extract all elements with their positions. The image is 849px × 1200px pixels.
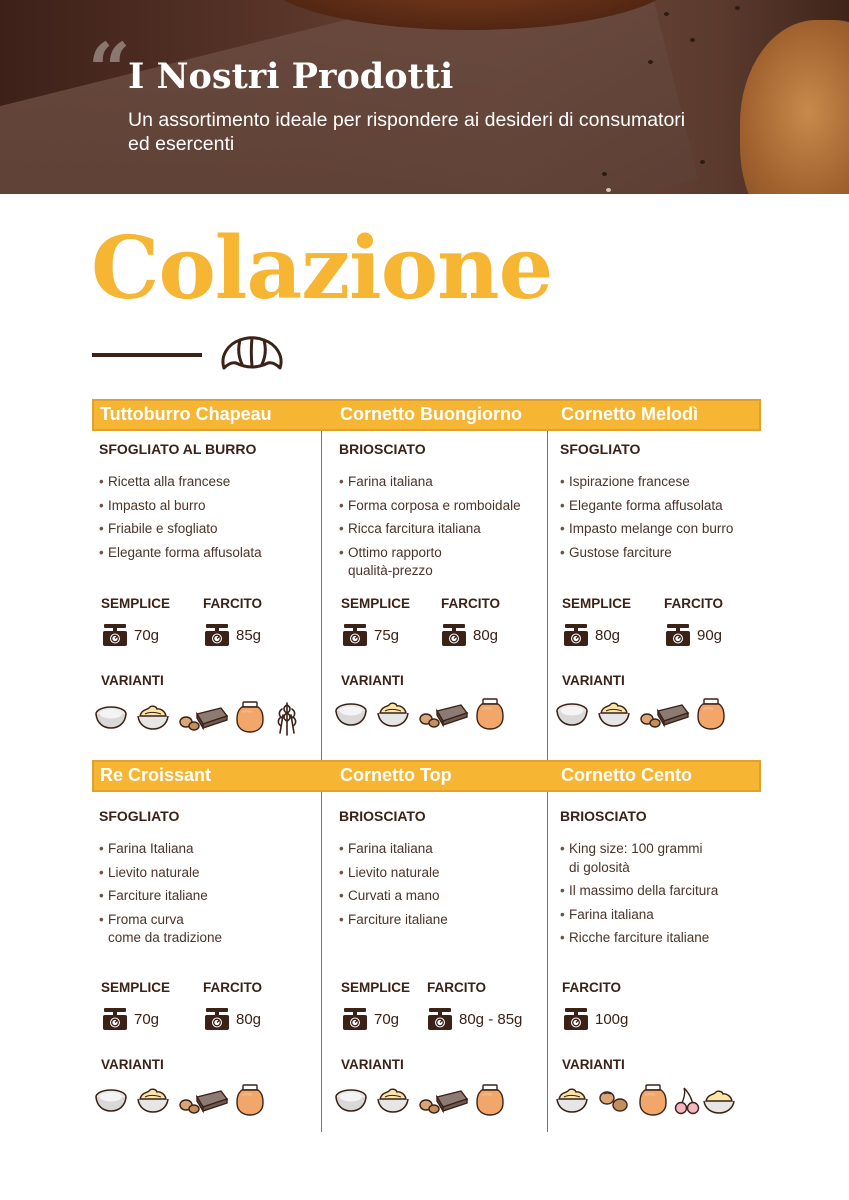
product-details bbox=[560, 441, 780, 567]
feature-item: • Ottimo rapporto bbox=[339, 544, 559, 562]
product-name: Re Croissant bbox=[100, 765, 212, 785]
apricot-jar-icon bbox=[235, 1083, 265, 1117]
feature-list bbox=[560, 473, 780, 562]
product-name: Tuttoburro Chapeau bbox=[100, 404, 272, 424]
filled-weight-label: FARCITO bbox=[203, 980, 263, 995]
feature-item: come da tradizione bbox=[108, 930, 223, 945]
variant-icons bbox=[93, 697, 303, 737]
filled-weight-value: 80g bbox=[236, 1010, 262, 1028]
plain-weight bbox=[101, 622, 159, 648]
filled-weight bbox=[426, 1006, 522, 1032]
scale-icon bbox=[341, 622, 369, 648]
feature-item: • Elegante forma affusolata bbox=[99, 544, 319, 562]
feature-item: • Lievito naturale bbox=[339, 864, 559, 882]
variants-label: VARIANTI bbox=[101, 1057, 164, 1072]
product-details bbox=[339, 808, 559, 934]
feature-item: • Impasto melange con burro bbox=[560, 520, 780, 538]
croissant-icon bbox=[218, 330, 286, 378]
plain-weight-label: SEMPLICE bbox=[562, 596, 632, 611]
filled-weight-label: FARCITO bbox=[203, 596, 263, 611]
feature-item: • Lievito naturale bbox=[99, 864, 319, 882]
column-divider bbox=[321, 792, 322, 1132]
apricot-jar-icon bbox=[638, 1083, 668, 1117]
plain-weight-value: 70g bbox=[134, 626, 160, 644]
scale-icon bbox=[101, 1006, 129, 1032]
product-details bbox=[99, 808, 319, 953]
banner-bread-loaf-image bbox=[740, 20, 849, 194]
variants-label: VARIANTI bbox=[101, 673, 164, 688]
crumb bbox=[690, 38, 695, 42]
cream-bowl-icon bbox=[375, 699, 411, 729]
feature-item: di golosità bbox=[569, 859, 630, 875]
feature-item: • Farciture italiane bbox=[99, 887, 319, 905]
variants-label: VARIANTI bbox=[341, 673, 404, 688]
filled-weight-value: 100g bbox=[595, 1010, 629, 1028]
feature-item: • Forma corposa e romboidale bbox=[339, 497, 559, 515]
filled-weight-label: FARCITO bbox=[441, 596, 501, 611]
variant-icons bbox=[554, 1083, 740, 1117]
crumb bbox=[648, 60, 653, 64]
feature-item: • Elegante forma affusolata bbox=[560, 497, 780, 515]
crumb bbox=[700, 160, 705, 164]
product-name: Cornetto Melodì bbox=[561, 404, 698, 424]
variant-icons bbox=[93, 1083, 265, 1117]
product-type: SFOGLIATO bbox=[99, 808, 180, 824]
filled-weight-value: 80g - 85g bbox=[459, 1010, 523, 1028]
plain-weight-label: SEMPLICE bbox=[341, 980, 411, 995]
apricot-jar-icon bbox=[475, 697, 505, 731]
feature-list bbox=[339, 840, 559, 929]
variants-label: VARIANTI bbox=[562, 673, 625, 688]
chocolate-hazelnut-icon bbox=[177, 1085, 229, 1115]
variant-icons bbox=[333, 697, 505, 731]
title-divider bbox=[92, 353, 202, 357]
plain-weight-value: 80g bbox=[595, 626, 621, 644]
feature-item: • Il massimo della farcitura bbox=[560, 882, 780, 900]
hazelnut-icon bbox=[596, 1085, 632, 1115]
filled-weight bbox=[203, 1006, 261, 1032]
feature-item: • King size: 100 grammi bbox=[560, 840, 780, 858]
wheat-icon bbox=[271, 697, 303, 737]
feature-item: • Ispirazione francese bbox=[560, 473, 780, 491]
plain-weight bbox=[562, 622, 620, 648]
feature-item: • Curvati a mano bbox=[339, 887, 559, 905]
plain-weight bbox=[101, 1006, 159, 1032]
plain-weight bbox=[341, 1006, 399, 1032]
feature-item: • Ricca farcitura italiana bbox=[339, 520, 559, 538]
plain-weight-label: SEMPLICE bbox=[101, 596, 171, 611]
product-name: Cornetto Top bbox=[340, 765, 452, 785]
product-type: SFOGLIATO bbox=[560, 441, 641, 457]
header-banner bbox=[0, 0, 849, 194]
scale-icon bbox=[440, 622, 468, 648]
feature-item: • Farina italiana bbox=[339, 840, 559, 858]
filled-weight-label: FARCITO bbox=[664, 596, 724, 611]
scale-icon bbox=[664, 622, 692, 648]
product-row-header bbox=[92, 399, 761, 431]
product-type: BRIOSCIATO bbox=[339, 808, 426, 824]
product-name: Cornetto Cento bbox=[561, 765, 692, 785]
cherry-cream-icon bbox=[674, 1084, 740, 1116]
variant-icons bbox=[554, 697, 726, 731]
feature-item: • Farina italiana bbox=[339, 473, 559, 491]
filled-weight-value: 85g bbox=[236, 626, 262, 644]
cream-bowl-icon bbox=[554, 1085, 590, 1115]
scale-icon bbox=[341, 1006, 369, 1032]
product-details bbox=[99, 441, 319, 567]
scale-icon bbox=[203, 622, 231, 648]
scale-icon bbox=[562, 622, 590, 648]
product-type: BRIOSCIATO bbox=[560, 808, 647, 824]
variant-icons bbox=[333, 1083, 505, 1117]
feature-list bbox=[99, 840, 319, 947]
crumb bbox=[664, 12, 669, 16]
crumb bbox=[602, 172, 607, 176]
column-divider bbox=[321, 431, 322, 760]
page-title: I Nostri Prodotti bbox=[128, 56, 454, 97]
chocolate-hazelnut-icon bbox=[638, 699, 690, 729]
chocolate-hazelnut-icon bbox=[177, 702, 229, 732]
plain-weight-value: 75g bbox=[374, 626, 400, 644]
filled-weight-value: 90g bbox=[697, 626, 723, 644]
apricot-jar-icon bbox=[696, 697, 726, 731]
feature-item: • Froma curva bbox=[99, 911, 319, 929]
filled-weight-label: FARCITO bbox=[427, 980, 487, 995]
apricot-jar-icon bbox=[235, 700, 265, 734]
crumb bbox=[606, 188, 611, 192]
plain-weight-label: SEMPLICE bbox=[341, 596, 411, 611]
filled-weight-label: FARCITO bbox=[562, 980, 622, 995]
filled-weight bbox=[440, 622, 498, 648]
feature-item: qualità-prezzo bbox=[348, 563, 433, 578]
variants-label: VARIANTI bbox=[562, 1057, 625, 1072]
scale-icon bbox=[101, 622, 129, 648]
filled-weight-value: 80g bbox=[473, 626, 499, 644]
empty-bowl-icon bbox=[333, 1085, 369, 1115]
plain-weight-value: 70g bbox=[374, 1010, 400, 1028]
plain-weight-value: 70g bbox=[134, 1010, 160, 1028]
feature-item: • Gustose farciture bbox=[560, 544, 780, 562]
page-subtitle: Un assortimento ideale per rispondere ai desideri di consumatori ed esercenti bbox=[128, 109, 686, 155]
feature-item: • Impasto al burro bbox=[99, 497, 319, 515]
empty-bowl-icon bbox=[93, 702, 129, 732]
section-title: Colazione bbox=[91, 218, 553, 319]
scale-icon bbox=[203, 1006, 231, 1032]
feature-item: • Farciture italiane bbox=[339, 911, 559, 929]
quote-mark-icon: “ bbox=[88, 28, 131, 114]
product-details bbox=[560, 808, 780, 953]
cream-bowl-icon bbox=[375, 1085, 411, 1115]
scale-icon bbox=[562, 1006, 590, 1032]
feature-list bbox=[339, 473, 559, 580]
plain-weight bbox=[341, 622, 399, 648]
filled-weight bbox=[562, 1006, 628, 1032]
product-name: Cornetto Buongiorno bbox=[340, 404, 522, 424]
empty-bowl-icon bbox=[554, 699, 590, 729]
feature-list bbox=[99, 473, 319, 562]
cream-bowl-icon bbox=[135, 1085, 171, 1115]
chocolate-hazelnut-icon bbox=[417, 699, 469, 729]
filled-weight bbox=[203, 622, 261, 648]
feature-item: • Farina italiana bbox=[560, 906, 780, 924]
empty-bowl-icon bbox=[93, 1085, 129, 1115]
chocolate-hazelnut-icon bbox=[417, 1085, 469, 1115]
cream-bowl-icon bbox=[135, 702, 171, 732]
feature-item: • Farina Italiana bbox=[99, 840, 319, 858]
product-details bbox=[339, 441, 559, 586]
cream-bowl-icon bbox=[596, 699, 632, 729]
product-row-header bbox=[92, 760, 761, 792]
apricot-jar-icon bbox=[475, 1083, 505, 1117]
scale-icon bbox=[426, 1006, 454, 1032]
plain-weight-label: SEMPLICE bbox=[101, 980, 171, 995]
feature-list bbox=[560, 840, 780, 947]
variants-label: VARIANTI bbox=[341, 1057, 404, 1072]
feature-item: • Ricetta alla francese bbox=[99, 473, 319, 491]
crumb bbox=[735, 6, 740, 10]
feature-item: • Ricche farciture italiane bbox=[560, 929, 780, 947]
filled-weight bbox=[664, 622, 722, 648]
product-type: BRIOSCIATO bbox=[339, 441, 426, 457]
product-type: SFOGLIATO AL BURRO bbox=[99, 441, 257, 457]
feature-item: • Friabile e sfogliato bbox=[99, 520, 319, 538]
empty-bowl-icon bbox=[333, 699, 369, 729]
